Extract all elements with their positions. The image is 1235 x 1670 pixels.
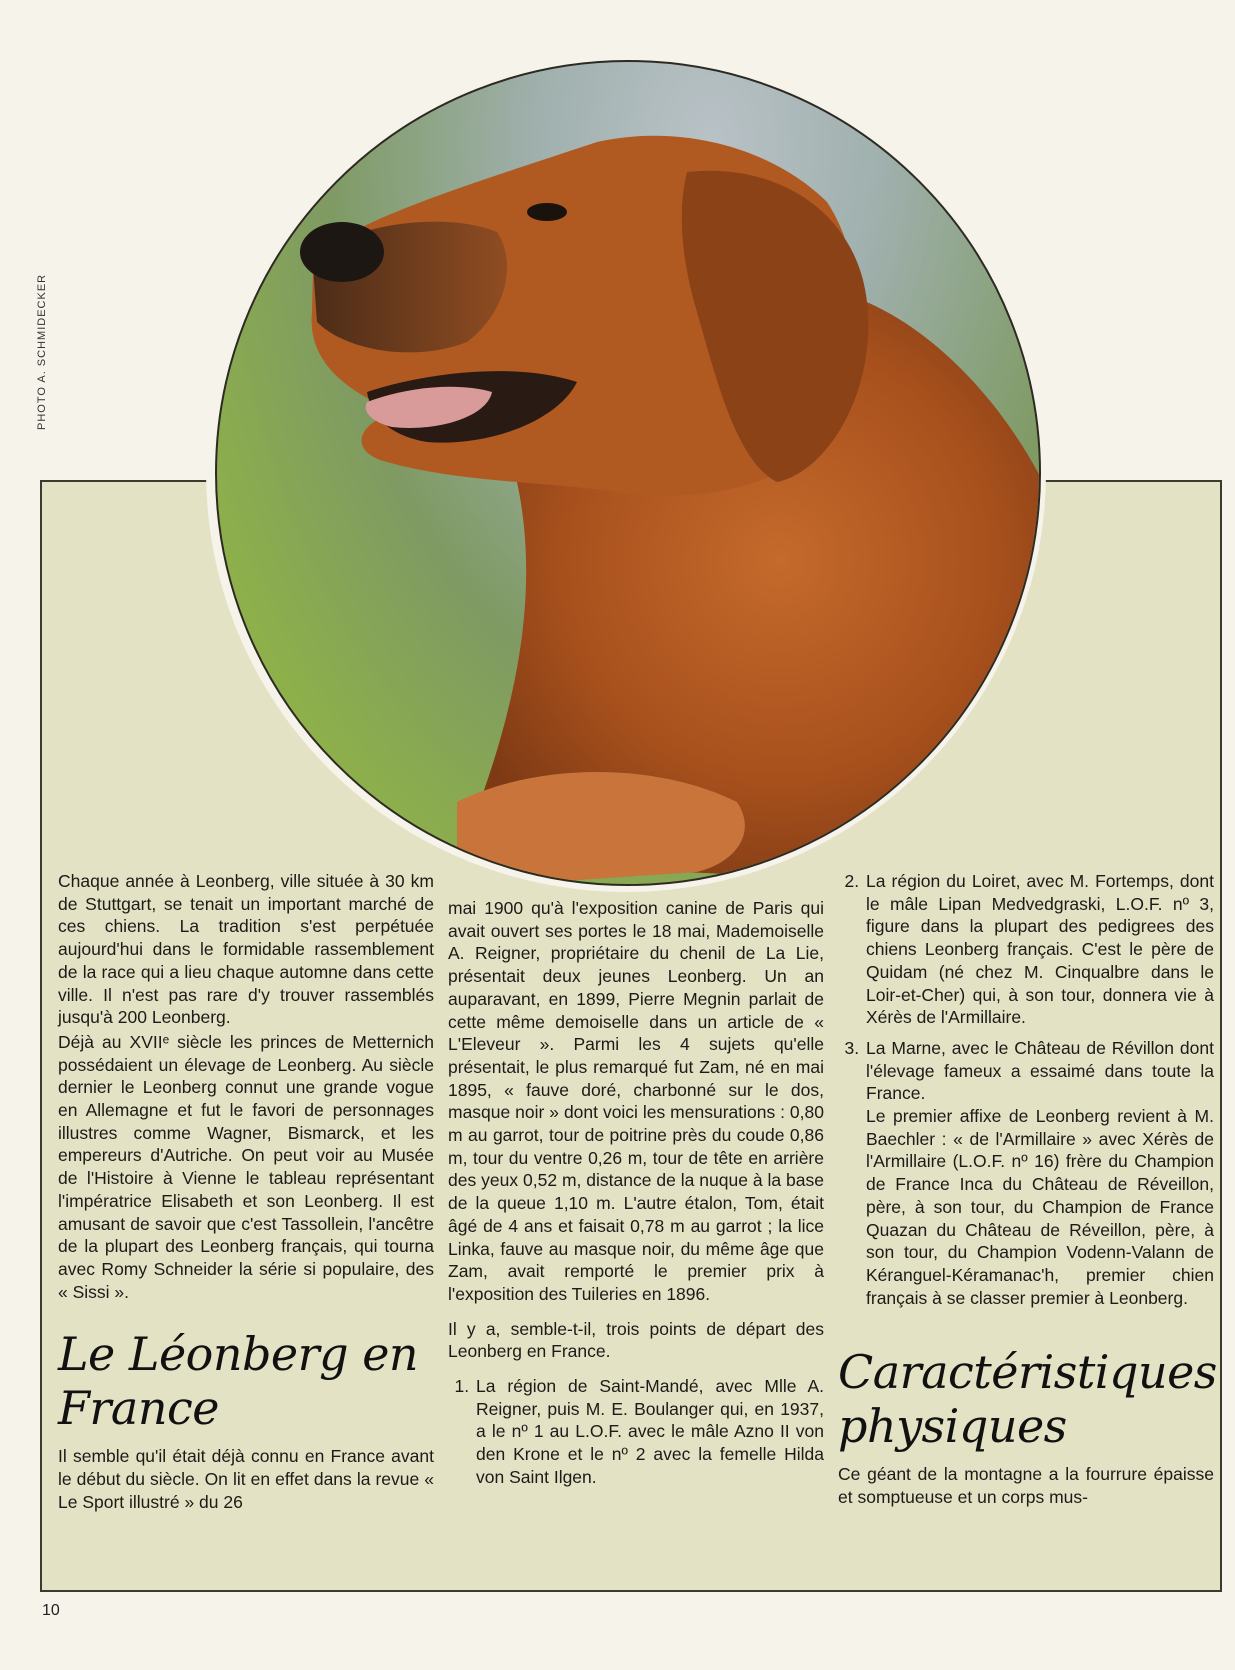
origins-list-continued [838,870,1214,1309]
origins-list [448,1375,824,1489]
dog-photo [215,60,1041,886]
paragraph: Ce géant de la montagne a la fourrure épaisse et somptueuse et un corps mus- [838,1464,1214,1508]
list-item-text: La Marne, avec le Château de Révillon dont l'élevage fameux a essaimé dans toute la France. [866,1037,1214,1104]
list-item [864,1037,1214,1309]
list-item: 1. La région de Saint-Mandé, avec Mlle A. Reigner, puis M. E. Boulanger qui, en 1937, a le nº 1 au L.O.F. avec le mâle Azno II von den Krone et le nº 2 avec la femelle Hilda von Saint Ilgen. [474,1375,824,1489]
dog-illustration [217,62,1041,886]
paragraph: mai 1900 qu'à l'exposition canine de Paris qui avait ouvert ses portes le 18 mai, Mademoiselle A. Reigner, propriétaire du chenil de La Lie, présentait deux jeunes Leonberg. Un an auparavant, en 1899, Pierre Megnin parlait de cette même demoiselle dans un article de « L'Eleveur ». Parmi les 4 sujets qu'elle présentait, le plus remarqué fut Zam, né en mai 1895, « fauve doré, charbonné sur le dos, masque noir » dont voici les mensurations : 0,80 m au garrot, tour de poitrine près du coude 0,86 m, tour du ventre 0,26 m, tour de tête en arrière des yeux 0,52 m, distance de la nuque à la base de la queue 1,10 m. L'autre étalon, Tom, était âgé de 4 ans et faisait 0,78 m au garrot ; la lice Linka, fauve au masque noir, du même âge que Zam, avait remporté le premier prix à l'exposition des Tuileries en 1896. [448,898,824,1304]
text-column-1 [58,870,434,1515]
section-heading-leonberg-en-france: Le Léonberg en France [58,1327,419,1436]
paragraph: Il semble qu'il était déjà connu en France avant le début du siècle. On lit en effet dans la revue « Le Sport illustré » du 26 [58,1446,434,1512]
paragraph: Chaque année à Leonberg, ville située à 30 km de Stuttgart, se tenait un important marché de ces chiens. La tradition s'est perpétuée aujourd'hui dans le formidable rassemblement de la race qui a lieu chaque automne dans cette ville. Il n'est pas rare d'y trouver rassemblés jusqu'à 200 Leonberg. [58,871,434,1028]
page-number: 10 [42,1602,60,1619]
paragraph: Déjà au XVIIᵉ siècle les princes de Metternich possédaient un élevage de Leonberg. Au siècle dernier le Leonberg connut une grande vogue en Allemagne et fut le favori de personnages illustres comme Wagner, Bismarck, et les empereurs d'Autriche. On peut voir au Musée de l'Histoire à Vienne le tableau représentant l'impératrice Elisabeth et son Leonberg. Il est amusant de savoir que c'est Tassollein, l'ancêtre de la plupart des Leonberg français, qui tourna avec Romy Schneider la série si populaire, des « Sissi ». [58,1031,434,1302]
list-item: 2. La région du Loiret, avec M. Fortemps, dont le mâle Lipan Medvedgraski, L.O.F. nº 3, figure dans la plupart des pedigrees des chiens Leonberg français. C'est le père de Quidam (né chez M. Cinqualbre dans le Loir-et-Cher) qui, à son tour, donnera vie à Xérès de l'Armillaire. [864,870,1214,1029]
list-item-continuation: Le premier affixe de Leonberg revient à M. Baechler : « de l'Armillaire » avec Xérès de l'Armillaire (L.O.F. nº 16) frère du Champion de France Inca du Château de Réveillon, père, à son tour, du Champion de France Quazan du Château de Réveillon, père, à son tour, du Champion Vodenn-Valann de Kéranguel-Kéramanac'h, premier chien français à se classer premier à Leonberg. [866,1106,1214,1308]
section-heading-caracteristiques: Caractéristiques physiques [838,1345,1217,1454]
text-column-2 [448,897,824,1497]
text-column-3 [838,870,1217,1511]
paragraph: Il y a, semble-t-il, trois points de départ des Leonberg en France. [448,1318,824,1362]
photo-credit: PHOTO A. SCHMIDECKER [36,273,48,430]
